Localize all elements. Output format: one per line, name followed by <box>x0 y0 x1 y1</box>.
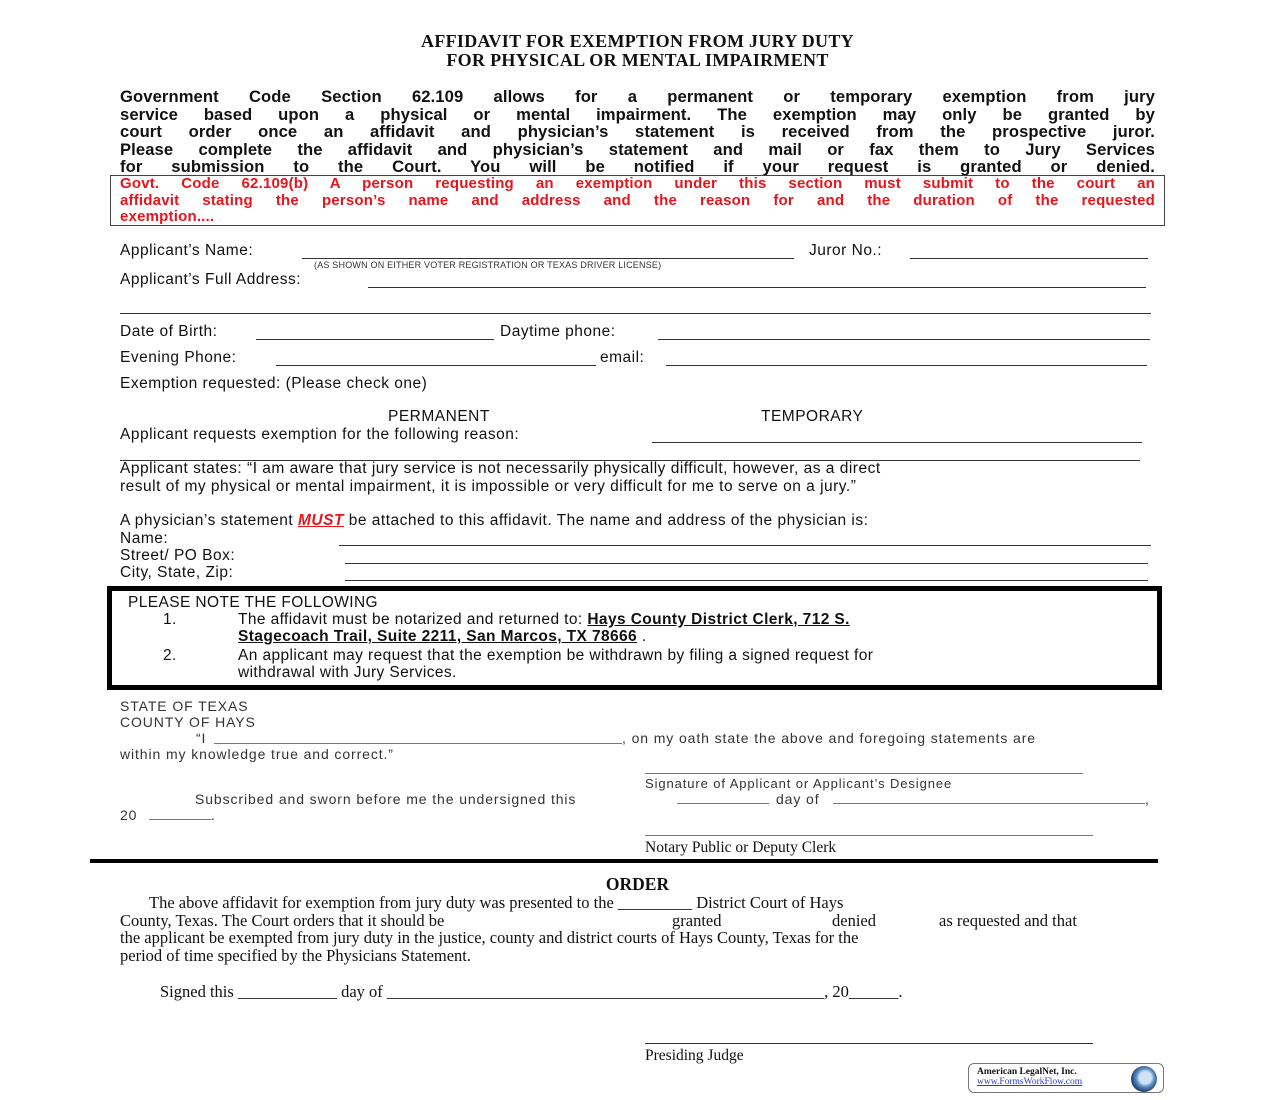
company-name: American LegalNet, Inc. <box>977 1067 1077 1077</box>
comma: , <box>1145 791 1150 807</box>
year-prefix: 20 <box>120 807 138 823</box>
physician-street-label: Street/ PO Box: <box>120 547 236 564</box>
sworn-day-field[interactable] <box>677 790 769 804</box>
intro-line: for submission to the Court. You will be notified if your request is granted or denied. <box>120 157 1155 176</box>
oath-text-line2: within my knowledge true and correct.” <box>120 746 394 762</box>
applicant-name-label: Applicant’s Name: <box>120 242 254 259</box>
reason-label: Applicant requests exemption for the following reason: <box>120 426 520 443</box>
dob-label: Date of Birth: <box>120 323 218 340</box>
sworn-year-field[interactable] <box>149 806 211 820</box>
globe-icon <box>1131 1066 1157 1092</box>
order-line2-b: as requested and that <box>939 911 1077 930</box>
evening-phone-label: Evening Phone: <box>120 349 237 366</box>
note-number: 1. <box>163 611 177 628</box>
note-item-2-line2: withdrawal with Jury Services. <box>238 664 457 681</box>
notary-caption: Notary Public or Deputy Clerk <box>645 839 837 856</box>
county-label: COUNTY OF HAYS <box>120 714 256 730</box>
red-notice-line: affidavit stating the person’s name and address and the reason for and the duration of the requested <box>120 191 1155 209</box>
sworn-day-of: day of <box>776 791 820 807</box>
order-line2-a: County, Texas. The Court orders that it should be <box>120 911 445 930</box>
evening-phone-field[interactable] <box>276 348 596 366</box>
document-title-line2: FOR PHYSICAL OR MENTAL IMPAIRMENT <box>446 50 829 70</box>
order-line4: period of time specified by the Physicians Statement. <box>120 946 472 965</box>
order-text: . <box>898 982 903 1001</box>
exemption-requested-label: Exemption requested: (Please check one) <box>120 375 428 392</box>
note-text: The affidavit must be notarized and returned to: <box>238 611 588 628</box>
order-text: District Court of Hays <box>696 893 844 912</box>
physician-intro-text: A physician’s statement <box>120 512 298 529</box>
reason-field-line1[interactable] <box>652 425 1142 443</box>
dob-field[interactable] <box>256 322 494 340</box>
section-divider <box>90 859 1158 863</box>
intro-line: Government Code Section 62.109 allows for a permanent or temporary exemption from jury <box>120 87 1155 106</box>
state-label: STATE OF TEXAS <box>120 698 249 714</box>
juror-number-field[interactable] <box>910 241 1148 259</box>
oath-text: , on my oath state the above and foregoing statements are <box>622 730 1036 746</box>
website-link[interactable]: www.FormsWorkFlow.com <box>977 1077 1083 1087</box>
juror-number-label: Juror No.: <box>809 242 883 259</box>
notary-signature-field[interactable] <box>645 822 1093 836</box>
order-line1 <box>149 893 843 913</box>
note-text: . <box>637 628 647 645</box>
oath-open: “I <box>196 730 207 746</box>
sworn-text: Subscribed and sworn before me the undersigned this <box>195 791 577 807</box>
note-number: 2. <box>163 647 177 664</box>
signed-year-field[interactable]: ______ <box>848 982 899 1001</box>
email-label: email: <box>600 349 645 366</box>
physician-city-label: City, State, Zip: <box>120 564 234 581</box>
note-item-1-line1 <box>238 611 850 629</box>
sworn-month-field[interactable] <box>833 790 1145 804</box>
applicant-statement-line1: Applicant states: “I am aware that jury service is not necessarily physically difficult, however, as a direct <box>120 460 881 477</box>
option-permanent[interactable]: PERMANENT <box>388 408 490 425</box>
legalnet-logo[interactable] <box>968 1063 1164 1093</box>
oath-name-field[interactable] <box>214 728 622 744</box>
period: . <box>211 807 216 823</box>
document-title-line1: AFFIDAVIT FOR EXEMPTION FROM JURY DUTY <box>421 31 854 51</box>
email-field[interactable] <box>666 348 1147 366</box>
applicant-name-field[interactable] <box>302 241 794 259</box>
intro-line: service based upon a physical or mental impairment. The exemption may only be granted by <box>120 104 1155 124</box>
full-address-field-line2[interactable] <box>120 296 1151 314</box>
option-granted[interactable]: granted <box>672 911 722 930</box>
option-denied[interactable]: denied <box>832 911 876 930</box>
judge-signature-field[interactable] <box>645 1030 1093 1044</box>
reason-field-line2[interactable] <box>120 443 1140 461</box>
name-hint: (AS SHOWN ON EITHER VOTER REGISTRATION OR TEXAS DRIVER LICENSE) <box>314 260 662 270</box>
red-notice-line: exemption.... <box>120 208 215 225</box>
order-text: Signed this <box>160 982 234 1001</box>
physician-city-field[interactable] <box>345 563 1148 581</box>
signed-day-field[interactable]: ____________ <box>237 982 337 1001</box>
daytime-phone-label: Daytime phone: <box>500 323 616 340</box>
physician-name-label: Name: <box>120 530 169 547</box>
must-emphasis: MUST <box>298 512 344 529</box>
clerk-address: Hays County District Clerk, 712 S. <box>587 611 850 628</box>
red-notice-line: Govt. Code 62.109(b) A person requesting an exemption under this section must submit to the court an <box>120 175 1155 192</box>
order-line3: the applicant be exempted from jury duty in the justice, county and district courts of Hays County, Texas for the <box>120 928 859 947</box>
note-item-1-line2 <box>238 628 647 646</box>
physician-street-field[interactable] <box>345 546 1148 564</box>
full-address-label: Applicant’s Full Address: <box>120 271 302 288</box>
signed-month-field[interactable]: _____________________________________________________ <box>386 982 825 1001</box>
order-heading: ORDER <box>605 874 670 894</box>
note-item-2-line1: An applicant may request that the exemption be withdrawn by filing a signed request for <box>238 647 874 664</box>
full-address-field-line1[interactable] <box>368 270 1146 288</box>
order-text: The above affidavit for exemption from jury duty was presented to the <box>149 893 614 912</box>
signed-line <box>160 982 903 1002</box>
court-number-field[interactable]: _________ <box>617 893 693 912</box>
order-text: , 20 <box>824 982 849 1001</box>
applicant-statement-line2: result of my physical or mental impairment, it is impossible or very difficult for me to serve on a jury.” <box>120 478 857 495</box>
physician-intro-text: be attached to this affidavit. The name and address of the physician is: <box>343 512 869 529</box>
intro-line: court order once an affidavit and physician’s statement is received from the prospective juror. <box>120 122 1155 141</box>
signature-caption: Signature of Applicant or Applicant’s Designee <box>645 776 953 791</box>
judge-caption: Presiding Judge <box>645 1047 744 1064</box>
please-note-heading: PLEASE NOTE THE FOLLOWING <box>128 594 379 611</box>
option-temporary[interactable]: TEMPORARY <box>761 408 864 425</box>
applicant-signature-field[interactable] <box>645 760 1083 774</box>
daytime-phone-field[interactable] <box>658 322 1150 340</box>
intro-line: Please complete the affidavit and physician’s statement and mail or fax them to Jury Services <box>120 139 1155 159</box>
order-text: day of <box>341 982 383 1001</box>
clerk-address: Stagecoach Trail, Suite 2211, San Marcos, TX 78666 <box>238 628 638 645</box>
physician-name-field[interactable] <box>339 528 1151 546</box>
